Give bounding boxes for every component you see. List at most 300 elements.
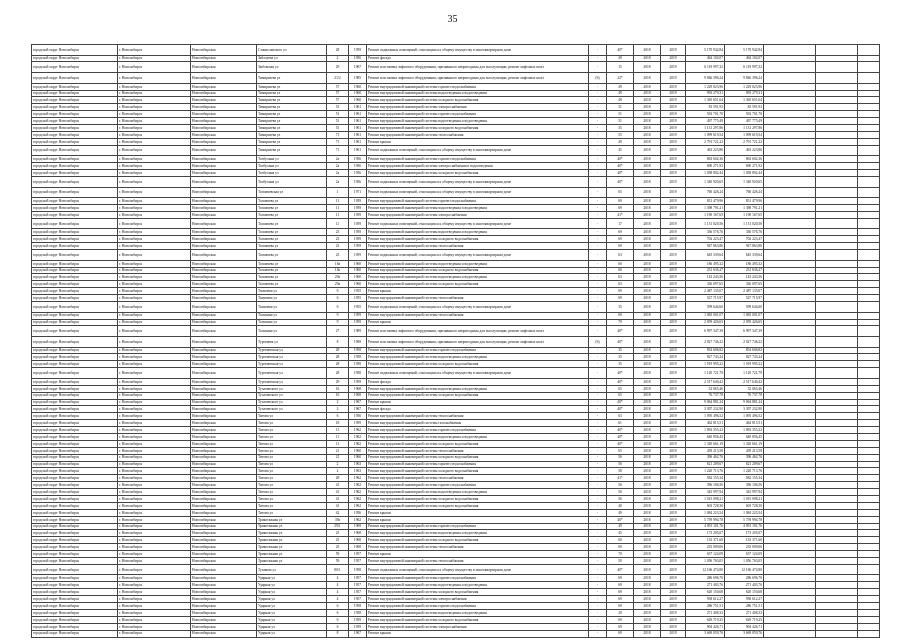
cell-wear: 40* bbox=[607, 564, 634, 575]
cell-plan-end: 2019 bbox=[661, 461, 686, 468]
cell-region: Новосибирская bbox=[191, 211, 257, 218]
cell-region: Новосибирская bbox=[191, 312, 257, 319]
cell-city: г. Новосибирск bbox=[118, 420, 191, 427]
cell-plan-start: 2018 bbox=[634, 211, 661, 218]
cell-cost-total: 854 606,82 bbox=[686, 347, 725, 354]
cell-region: Новосибирская bbox=[191, 295, 257, 302]
cell-municipality: городской округ Новосибирск bbox=[32, 187, 118, 198]
cell-city: г. Новосибирск bbox=[118, 440, 191, 447]
cell-region: Новосибирская bbox=[191, 336, 257, 347]
cell-work-type: Ремонт фасада bbox=[367, 406, 589, 413]
cell-city: г. Новосибирск bbox=[118, 250, 191, 261]
cell-street: Толмачева ул bbox=[257, 267, 327, 274]
cell-plan-end: 2019 bbox=[661, 378, 686, 385]
cell-cost-fund: 1 365 651,64 bbox=[725, 97, 764, 104]
cell-cost-c15 bbox=[816, 564, 858, 575]
cell-cost-c16 bbox=[858, 97, 880, 104]
cell-house: 9 bbox=[327, 312, 349, 319]
cell-elevator-note: - bbox=[589, 564, 607, 575]
cell-cost-total: 231 636,27 bbox=[686, 267, 725, 274]
cell-street: Толбухина ул bbox=[257, 156, 327, 163]
cell-plan-start: 2018 bbox=[634, 250, 661, 261]
cell-street: Тимирязева ул bbox=[257, 83, 327, 90]
cell-cost-c14 bbox=[764, 326, 816, 337]
table-row bbox=[32, 97, 880, 104]
cell-plan-start: 2018 bbox=[634, 111, 661, 118]
cell-plan-end: 2019 bbox=[661, 176, 686, 187]
cell-city: г. Новосибирск bbox=[118, 312, 191, 319]
cell-plan-start: 2018 bbox=[634, 420, 661, 427]
cell-plan-start: 2018 bbox=[634, 616, 661, 623]
cell-cost-c14 bbox=[764, 336, 816, 347]
cell-cost-c14 bbox=[764, 461, 816, 468]
cell-cost-c14 bbox=[764, 236, 816, 243]
cell-work-type: Ремонт внутридомовой инженерной системы холодного водоснабжения bbox=[367, 537, 589, 544]
cell-street: Томичева ул bbox=[257, 295, 327, 302]
cell-cost-c14 bbox=[764, 83, 816, 90]
cell-plan-end: 2019 bbox=[661, 243, 686, 250]
cell-cost-fund: 582 155,34 bbox=[725, 475, 764, 482]
cell-work-type: Ремонт внутридомовой инженерной системы горячего водоснабжения bbox=[367, 461, 589, 468]
cell-municipality: городской округ Новосибирск bbox=[32, 406, 118, 413]
cell-cost-total: 1 056 763,05 bbox=[686, 558, 725, 565]
cell-plan-start: 2018 bbox=[634, 413, 661, 420]
cell-municipality: городской округ Новосибирск bbox=[32, 537, 118, 544]
cell-elevator-note: - bbox=[589, 596, 607, 603]
cell-cost-c16 bbox=[858, 302, 880, 313]
cell-year: 1960 bbox=[349, 97, 367, 104]
cell-cost-c16 bbox=[858, 420, 880, 427]
cell-municipality: городской округ Новосибирск bbox=[32, 229, 118, 236]
cell-work-type: Ремонт внутридомовой инженерной системы холодного водоснабжения bbox=[367, 281, 589, 288]
cell-street: Ударная ул bbox=[257, 589, 327, 596]
table-row bbox=[32, 413, 880, 420]
cell-region: Новосибирская bbox=[191, 558, 257, 565]
cell-plan-start: 2018 bbox=[634, 378, 661, 385]
cell-cost-total: 76 737,78 bbox=[686, 392, 725, 399]
cell-street: Титова ул bbox=[257, 447, 327, 454]
cell-elevator-note: - bbox=[589, 62, 607, 73]
cell-work-type: Ремонт внутридомовой инженерной системы водоотведения и водоотведения bbox=[367, 582, 589, 589]
table-row bbox=[32, 354, 880, 361]
cell-cost-total: 143 243,56 bbox=[686, 274, 725, 281]
cell-cost-c15 bbox=[816, 454, 858, 461]
cell-work-type: Ремонт внутридомовой инженерной системы водоотведения и водоотведения bbox=[367, 90, 589, 97]
cell-cost-c15 bbox=[816, 302, 858, 313]
cell-elevator-note: - bbox=[589, 575, 607, 582]
cell-city: г. Новосибирск bbox=[118, 530, 191, 537]
cell-street: Тургеневская ул bbox=[257, 347, 327, 354]
cell-region: Новосибирская bbox=[191, 468, 257, 475]
cell-house: 29 bbox=[327, 62, 349, 73]
table-row bbox=[32, 336, 880, 347]
table-row bbox=[32, 399, 880, 406]
cell-plan-start: 2018 bbox=[634, 187, 661, 198]
cell-house: 25 bbox=[327, 537, 349, 544]
cell-cost-c14 bbox=[764, 447, 816, 454]
cell-year: 1963 bbox=[349, 461, 367, 468]
cell-cost-fund: 3 397 232,90 bbox=[725, 406, 764, 413]
cell-cost-c15 bbox=[816, 97, 858, 104]
cell-cost-c14 bbox=[764, 118, 816, 125]
table-row bbox=[32, 495, 880, 502]
cell-region: Новосибирская bbox=[191, 236, 257, 243]
cell-city: г. Новосибирск bbox=[118, 475, 191, 482]
cell-wear: 35 bbox=[607, 302, 634, 313]
cell-cost-total: 1 229 023,96 bbox=[686, 83, 725, 90]
cell-cost-fund: 6 119 997,32 bbox=[725, 62, 764, 73]
cell-cost-c16 bbox=[858, 111, 880, 118]
cell-plan-end: 2019 bbox=[661, 111, 686, 118]
cell-year: 1959 bbox=[349, 236, 367, 243]
cell-cost-c14 bbox=[764, 551, 816, 558]
cell-street: Трикотажная ул bbox=[257, 523, 327, 530]
cell-house: 41 bbox=[327, 502, 349, 509]
table-row bbox=[32, 516, 880, 523]
cell-street: Титова ул bbox=[257, 427, 327, 434]
cell-year: 1959 bbox=[349, 229, 367, 236]
cell-plan-start: 2018 bbox=[634, 125, 661, 132]
cell-street: Тургеневская ул bbox=[257, 354, 327, 361]
cell-cost-total: 1 151 020,56 bbox=[686, 218, 725, 229]
cell-house: 11 bbox=[327, 440, 349, 447]
cell-region: Новосибирская bbox=[191, 229, 257, 236]
cell-cost-total: 1 220 713,76 bbox=[686, 468, 725, 475]
table-row bbox=[32, 302, 880, 313]
cell-plan-start: 2018 bbox=[634, 347, 661, 354]
cell-municipality: городской округ Новосибирск bbox=[32, 250, 118, 261]
cell-plan-end: 2019 bbox=[661, 274, 686, 281]
cell-cost-c16 bbox=[858, 347, 880, 354]
cell-house: 2 bbox=[327, 55, 349, 62]
cell-plan-start: 2018 bbox=[634, 385, 661, 392]
cell-cost-c16 bbox=[858, 582, 880, 589]
cell-cost-fund: 133 371,60 bbox=[725, 537, 764, 544]
cell-wear: 40* bbox=[607, 399, 634, 406]
cell-cost-c15 bbox=[816, 250, 858, 261]
cell-municipality: городской округ Новосибирск bbox=[32, 218, 118, 229]
cell-street: Титова ул bbox=[257, 502, 327, 509]
cell-cost-fund: 702 223,47 bbox=[725, 236, 764, 243]
cell-cost-c15 bbox=[816, 502, 858, 509]
cell-plan-end: 2019 bbox=[661, 575, 686, 582]
cell-house: 51 bbox=[327, 111, 349, 118]
cell-work-type: Ремонт внутридомовой инженерной системы водоотведения и водоотведения bbox=[367, 433, 589, 440]
cell-cost-c15 bbox=[816, 509, 858, 516]
cell-elevator-note: - bbox=[589, 516, 607, 523]
cell-cost-c15 bbox=[816, 461, 858, 468]
cell-year: 1962 bbox=[349, 427, 367, 434]
cell-cost-c15 bbox=[816, 104, 858, 111]
cell-wear: 49 bbox=[607, 55, 634, 62]
cell-year: 1962 bbox=[349, 440, 367, 447]
cell-cost-c14 bbox=[764, 609, 816, 616]
cell-cost-c16 bbox=[858, 205, 880, 212]
cell-wear: 40* bbox=[607, 406, 634, 413]
cell-plan-start: 2018 bbox=[634, 406, 661, 413]
cell-year: 1971 bbox=[349, 187, 367, 198]
cell-plan-start: 2018 bbox=[634, 326, 661, 337]
cell-cost-c14 bbox=[764, 288, 816, 295]
cell-cost-total: 1 131 297,86 bbox=[686, 125, 725, 132]
cell-city: г. Новосибирск bbox=[118, 596, 191, 603]
cell-cost-c14 bbox=[764, 406, 816, 413]
cell-plan-start: 2018 bbox=[634, 551, 661, 558]
table-row bbox=[32, 55, 880, 62]
cell-plan-end: 2019 bbox=[661, 236, 686, 243]
cell-street: Титова ул bbox=[257, 440, 327, 447]
cell-work-type: Ремонт крыши bbox=[367, 509, 589, 516]
cell-house: 2 bbox=[327, 468, 349, 475]
cell-cost-c16 bbox=[858, 326, 880, 337]
cell-cost-c16 bbox=[858, 603, 880, 610]
cell-region: Новосибирская bbox=[191, 319, 257, 326]
cell-house: 71 bbox=[327, 138, 349, 145]
cell-cost-c14 bbox=[764, 260, 816, 267]
cell-cost-total: 645 339,64 bbox=[686, 250, 725, 261]
cell-work-type: Ремонт внутридомовой инженерной системы холодного водоснабжения bbox=[367, 97, 589, 104]
cell-elevator-note: - bbox=[589, 623, 607, 630]
cell-elevator-note: - bbox=[589, 145, 607, 156]
cell-cost-fund: 629 719,25 bbox=[725, 616, 764, 623]
cell-region: Новосибирская bbox=[191, 378, 257, 385]
cell-region: Новосибирская bbox=[191, 427, 257, 434]
cell-region: Новосибирская bbox=[191, 138, 257, 145]
cell-street: Титова ул bbox=[257, 468, 327, 475]
cell-cost-total: 620 150,68 bbox=[686, 589, 725, 596]
cell-elevator-note: - bbox=[589, 603, 607, 610]
cell-plan-start: 2018 bbox=[634, 236, 661, 243]
cell-elevator-note: - bbox=[589, 523, 607, 530]
cell-work-type: Ремонт внутридомовой инженерной системы холодного водоснабжения bbox=[367, 616, 589, 623]
cell-plan-start: 2018 bbox=[634, 288, 661, 295]
cell-house: 57 bbox=[327, 90, 349, 97]
cell-cost-c14 bbox=[764, 187, 816, 198]
cell-city: г. Новосибирск bbox=[118, 45, 191, 56]
cell-wear: 40* bbox=[607, 326, 634, 337]
cell-cost-c15 bbox=[816, 530, 858, 537]
cell-cost-fund: 1 398 791,21 bbox=[725, 205, 764, 212]
cell-elevator-note: - bbox=[589, 502, 607, 509]
cell-plan-start: 2018 bbox=[634, 118, 661, 125]
cell-wear: 69 bbox=[607, 198, 634, 205]
cell-city: г. Новосибирск bbox=[118, 138, 191, 145]
cell-wear: 45 bbox=[607, 530, 634, 537]
cell-cost-c14 bbox=[764, 368, 816, 379]
cell-street: Титова ул bbox=[257, 413, 327, 420]
cell-house: 6 bbox=[327, 295, 349, 302]
cell-cost-c16 bbox=[858, 267, 880, 274]
table-row bbox=[32, 118, 880, 125]
cell-cost-fund: 1 015 098,21 bbox=[725, 495, 764, 502]
cell-municipality: городской округ Новосибирск bbox=[32, 170, 118, 177]
cell-cost-total: 1 084 223,54 bbox=[686, 509, 725, 516]
cell-wear: 60 bbox=[607, 260, 634, 267]
cell-city: г. Новосибирск bbox=[118, 288, 191, 295]
cell-plan-start: 2018 bbox=[634, 176, 661, 187]
cell-cost-c14 bbox=[764, 73, 816, 84]
cell-year: 1958 bbox=[349, 347, 367, 354]
cell-cost-c16 bbox=[858, 468, 880, 475]
cell-wear: 69 bbox=[607, 603, 634, 610]
cell-cost-total: 186 495,32 bbox=[686, 260, 725, 267]
cell-plan-end: 2019 bbox=[661, 385, 686, 392]
cell-house: 21/2 bbox=[327, 73, 349, 84]
cell-house: 27 bbox=[327, 326, 349, 337]
cell-plan-start: 2018 bbox=[634, 260, 661, 267]
cell-plan-end: 2019 bbox=[661, 623, 686, 630]
cell-cost-c16 bbox=[858, 406, 880, 413]
cell-plan-end: 2019 bbox=[661, 295, 686, 302]
cell-elevator-note: - bbox=[589, 211, 607, 218]
cell-elevator-note: - bbox=[589, 582, 607, 589]
cell-street: Ударная ул bbox=[257, 609, 327, 616]
table-row bbox=[32, 461, 880, 468]
table-row bbox=[32, 229, 880, 236]
cell-house: 2 bbox=[327, 406, 349, 413]
cell-work-type: Ремонт внутридомовой инженерной системы холодного водоснабжения bbox=[367, 361, 589, 368]
cell-city: г. Новосибирск bbox=[118, 544, 191, 551]
cell-cost-fund: 4 091 101,76 bbox=[725, 523, 764, 530]
cell-cost-c15 bbox=[816, 406, 858, 413]
cell-work-type: Ремонт подвальных помещений, относящихся к общему имуществу в многоквартирном доме bbox=[367, 187, 589, 198]
cell-street: Титова ул bbox=[257, 509, 327, 516]
cell-cost-c15 bbox=[816, 229, 858, 236]
cell-plan-start: 2018 bbox=[634, 516, 661, 523]
table-row bbox=[32, 170, 880, 177]
cell-plan-end: 2019 bbox=[661, 537, 686, 544]
table-row bbox=[32, 104, 880, 111]
cell-city: г. Новосибирск bbox=[118, 433, 191, 440]
cell-cost-fund: 827 743,24 bbox=[725, 354, 764, 361]
cell-wear: 49 bbox=[607, 523, 634, 530]
cell-cost-c14 bbox=[764, 582, 816, 589]
cell-plan-end: 2019 bbox=[661, 163, 686, 170]
cell-cost-c14 bbox=[764, 312, 816, 319]
cell-cost-c15 bbox=[816, 281, 858, 288]
cell-elevator-note: - bbox=[589, 90, 607, 97]
cell-cost-total: 497 775,49 bbox=[686, 118, 725, 125]
cell-work-type: Ремонт внутридомовой инженерной системы теплоснабжения bbox=[367, 131, 589, 138]
cell-cost-c16 bbox=[858, 198, 880, 205]
cell-plan-start: 2018 bbox=[634, 558, 661, 565]
cell-cost-c15 bbox=[816, 551, 858, 558]
cell-cost-c14 bbox=[764, 211, 816, 218]
cell-work-type: Ремонт внутридомовой инженерной системы электроснабжения и водоотведения bbox=[367, 163, 589, 170]
table-row bbox=[32, 582, 880, 589]
cell-work-type: Ремонт внутридомовой инженерной системы горячего водоснабжения bbox=[367, 603, 589, 610]
cell-cost-c16 bbox=[858, 125, 880, 132]
cell-cost-c16 bbox=[858, 138, 880, 145]
cell-wear: 40* bbox=[607, 176, 634, 187]
cell-plan-start: 2018 bbox=[634, 623, 661, 630]
cell-city: г. Новосибирск bbox=[118, 131, 191, 138]
cell-cost-c15 bbox=[816, 211, 858, 218]
cell-elevator-note: - bbox=[589, 312, 607, 319]
cell-city: г. Новосибирск bbox=[118, 603, 191, 610]
cell-cost-total: 938 612,27 bbox=[686, 596, 725, 603]
cell-work-type: Ремонт внутридомовой инженерной системы водоотведения и водоотведения bbox=[367, 118, 589, 125]
cell-street: Тухачевского ул bbox=[257, 392, 327, 399]
cell-cost-c14 bbox=[764, 603, 816, 610]
cell-house: 2а bbox=[327, 170, 349, 177]
cell-cost-c16 bbox=[858, 187, 880, 198]
cell-work-type: Ремонт внутридомовой инженерной системы водоотведения и водоотведения bbox=[367, 530, 589, 537]
cell-municipality: городской округ Новосибирск bbox=[32, 378, 118, 385]
cell-cost-c14 bbox=[764, 347, 816, 354]
cell-year: 1962 bbox=[349, 516, 367, 523]
cell-plan-start: 2018 bbox=[634, 319, 661, 326]
cell-work-type: Ремонт внутридомовой инженерной системы водоотведения и водоотведения bbox=[367, 385, 589, 392]
cell-municipality: городской округ Новосибирск bbox=[32, 111, 118, 118]
cell-plan-start: 2018 bbox=[634, 361, 661, 368]
cell-cost-fund: 1 099 619,54 bbox=[725, 131, 764, 138]
cell-cost-c15 bbox=[816, 267, 858, 274]
cell-work-type: Ремонт внутридомовой инженерной системы водоотведения и водоотведения bbox=[367, 205, 589, 212]
cell-cost-c16 bbox=[858, 482, 880, 489]
cell-cost-c14 bbox=[764, 302, 816, 313]
cell-house: 71 bbox=[327, 131, 349, 138]
cell-plan-end: 2019 bbox=[661, 482, 686, 489]
cell-year: 1989 bbox=[349, 326, 367, 337]
cell-cost-c14 bbox=[764, 218, 816, 229]
cell-plan-end: 2019 bbox=[661, 609, 686, 616]
cell-plan-start: 2018 bbox=[634, 281, 661, 288]
cell-cost-c15 bbox=[816, 385, 858, 392]
cell-city: г. Новосибирск bbox=[118, 564, 191, 575]
cell-plan-end: 2019 bbox=[661, 319, 686, 326]
cell-elevator-note: - bbox=[589, 475, 607, 482]
cell-city: г. Новосибирск bbox=[118, 392, 191, 399]
cell-cost-c14 bbox=[764, 354, 816, 361]
table-body bbox=[32, 45, 880, 638]
cell-wear: 58 bbox=[607, 468, 634, 475]
cell-cost-total: 2 791 721,22 bbox=[686, 138, 725, 145]
cell-year: 1958 bbox=[349, 564, 367, 575]
cell-region: Новосибирская bbox=[191, 288, 257, 295]
cell-plan-start: 2018 bbox=[634, 243, 661, 250]
cell-cost-fund: 1 131 297,86 bbox=[725, 125, 764, 132]
cell-municipality: городской округ Новосибирск bbox=[32, 73, 118, 84]
cell-plan-start: 2018 bbox=[634, 145, 661, 156]
cell-municipality: городской округ Новосибирск bbox=[32, 596, 118, 603]
cell-cost-c16 bbox=[858, 616, 880, 623]
cell-cost-total: 1 095 496,52 bbox=[686, 413, 725, 420]
cell-elevator-note: - bbox=[589, 198, 607, 205]
cell-cost-c16 bbox=[858, 281, 880, 288]
cell-municipality: городской округ Новосибирск bbox=[32, 420, 118, 427]
cell-elevator-note: - bbox=[589, 420, 607, 427]
cell-cost-total: 9 064 881,24 bbox=[686, 399, 725, 406]
cell-elevator-note: - bbox=[589, 495, 607, 502]
cell-cost-fund: 640 856,45 bbox=[725, 433, 764, 440]
cell-cost-total: 1 190 167,65 bbox=[686, 211, 725, 218]
cell-street: Толмачева ул bbox=[257, 250, 327, 261]
cell-work-type: Ремонт внутридомовой инженерной системы горячего водоснабжения bbox=[367, 427, 589, 434]
cell-region: Новосибирская bbox=[191, 495, 257, 502]
cell-wear: 63 bbox=[607, 274, 634, 281]
cell-municipality: городской округ Новосибирск bbox=[32, 336, 118, 347]
cell-work-type: Ремонт внутридомовой инженерной системы теплоснабжения bbox=[367, 312, 589, 319]
cell-wear: 40* bbox=[607, 378, 634, 385]
cell-cost-c16 bbox=[858, 609, 880, 616]
cell-cost-c15 bbox=[816, 378, 858, 385]
table-row bbox=[32, 603, 880, 610]
cell-cost-c16 bbox=[858, 156, 880, 163]
cell-house: 25 bbox=[327, 544, 349, 551]
table-row bbox=[32, 575, 880, 582]
cell-cost-c14 bbox=[764, 413, 816, 420]
